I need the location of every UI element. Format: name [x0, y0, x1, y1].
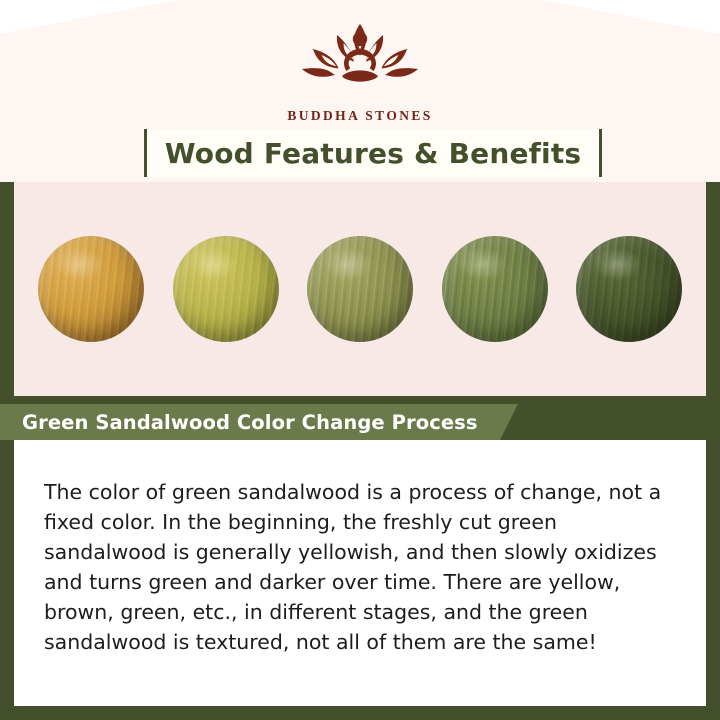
- lotus-meditation-figure-icon: [280, 22, 440, 106]
- bead-stage-4: [442, 236, 548, 342]
- corner-wedge-left: [0, 0, 176, 34]
- bead-stage-1: [38, 236, 144, 342]
- section-subtitle: Green Sandalwood Color Change Process: [22, 410, 478, 434]
- subtitle-bar-notch: [500, 404, 518, 440]
- brand-name: BUDDHA STONES: [287, 108, 433, 123]
- body-panel: [14, 440, 706, 706]
- page-title: Wood Features & Benefits: [164, 136, 582, 170]
- page-title-ribbon: [144, 129, 602, 177]
- bead-stage-5: [576, 236, 682, 342]
- section-subtitle-bar: [0, 404, 500, 440]
- bead-stage-2: [173, 236, 279, 342]
- body-text: The color of green sandalwood is a process of change, not a fixed color. In the beginning, the freshly cut green sandalwood is generally yellowish, and then slowly oxidizes and turns green and darker over time. There are yellow, brown, green, etc., in different stages, and the green sandalwood is textured, not all of them are the same!: [44, 480, 662, 654]
- bead-stage-3: [307, 236, 413, 342]
- beads-panel: [14, 182, 706, 396]
- corner-wedge-right: [544, 0, 720, 34]
